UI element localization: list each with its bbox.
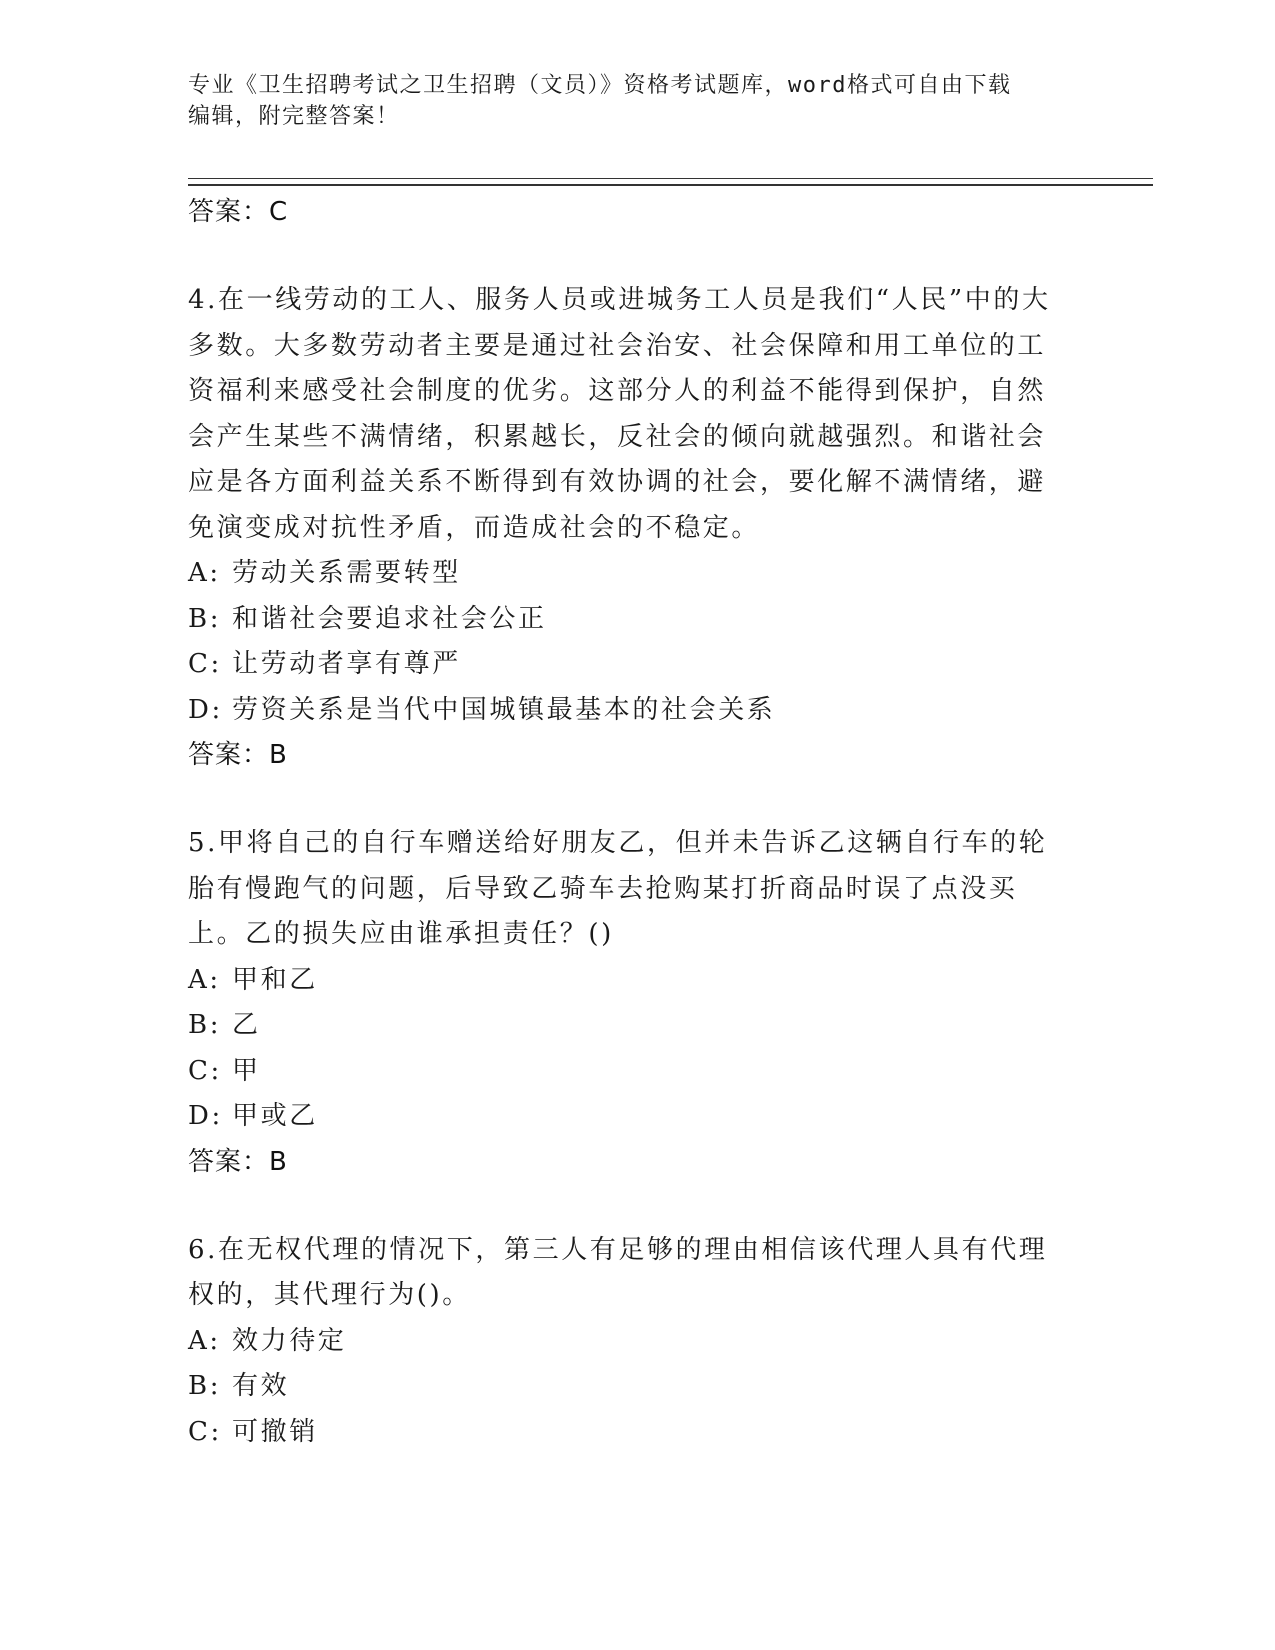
- option-key: C:: [188, 1416, 222, 1447]
- header-line-1: 专业《卫生招聘考试之卫生招聘（文员）》资格考试题库，word格式可自由下载: [188, 73, 1012, 98]
- answer-q5: 答案：B: [188, 1146, 288, 1177]
- option-key: A:: [188, 964, 221, 995]
- option-b: [188, 1364, 1068, 1410]
- option-c: [188, 642, 1068, 688]
- option-key: C:: [188, 649, 222, 679]
- option-text: 让劳动者享有尊严: [232, 649, 461, 679]
- option-a: [188, 1319, 1068, 1365]
- option-text: 有效: [232, 1371, 290, 1401]
- option-c: [188, 1410, 1068, 1456]
- option-d: [188, 1094, 1068, 1140]
- document-body: [188, 190, 1068, 1455]
- answer-q3: 答案：C: [188, 197, 289, 227]
- option-text: 甲或乙: [232, 1101, 318, 1131]
- option-key: C:: [188, 1055, 222, 1086]
- option-key: D:: [188, 1101, 223, 1131]
- option-text: 甲: [232, 1055, 261, 1086]
- option-c: [188, 1049, 1068, 1095]
- option-a: [188, 958, 1068, 1004]
- option-text: 劳资关系是当代中国城镇最基本的社会关系: [232, 694, 776, 725]
- answer-q4: 答案：B: [188, 740, 288, 770]
- option-text: 甲和乙: [232, 964, 318, 995]
- question-4: [188, 278, 1068, 777]
- question-text: 4.在一线劳动的工人、服务人员或进城务工人员是我们“人民”中的大多数。大多数劳动者主要是通过社会治安、社会保障和用工单位的工资福利来感受社会制度的优劣。这部分人的利益不能得到保护，自然会产生某些不满情绪，积累越长，反社会的倾向就越强烈。和谐社会应是各方面利益关系不断得到有效协调的社会，要化解不满情绪，避免演变成对抗性矛盾，而造成社会的不稳定。: [188, 285, 1051, 543]
- option-key: B:: [188, 1371, 222, 1401]
- question-5: [188, 821, 1068, 1184]
- option-key: D:: [188, 694, 223, 725]
- option-key: B:: [188, 603, 222, 634]
- option-text: 和谐社会要追求社会公正: [232, 603, 547, 634]
- option-key: B:: [188, 1010, 222, 1040]
- question-text: 6.在无权代理的情况下，第三人有足够的理由相信该代理人具有代理权的，其代理行为()。: [188, 1234, 1048, 1310]
- header-divider: [188, 178, 1153, 186]
- option-key: A:: [188, 558, 221, 588]
- question-6: [188, 1228, 1068, 1456]
- option-text: 乙: [232, 1010, 261, 1040]
- option-text: 劳动关系需要转型: [232, 558, 461, 588]
- option-text: 可撤销: [232, 1416, 318, 1447]
- option-text: 效力待定: [232, 1325, 347, 1356]
- header-line-2: 编辑，附完整答案！: [188, 104, 400, 129]
- option-a: [188, 551, 1068, 597]
- option-b: [188, 1003, 1068, 1049]
- document-header: [188, 70, 1068, 132]
- option-d: [188, 688, 1068, 734]
- option-key: A:: [188, 1325, 221, 1356]
- question-text: 5.甲将自己的自行车赠送给好朋友乙，但并未告诉乙这辆自行车的轮胎有慢跑气的问题，后导致乙骑车去抢购某打折商品时误了点没买上。乙的损失应由谁承担责任？(): [188, 828, 1048, 949]
- option-b: [188, 597, 1068, 643]
